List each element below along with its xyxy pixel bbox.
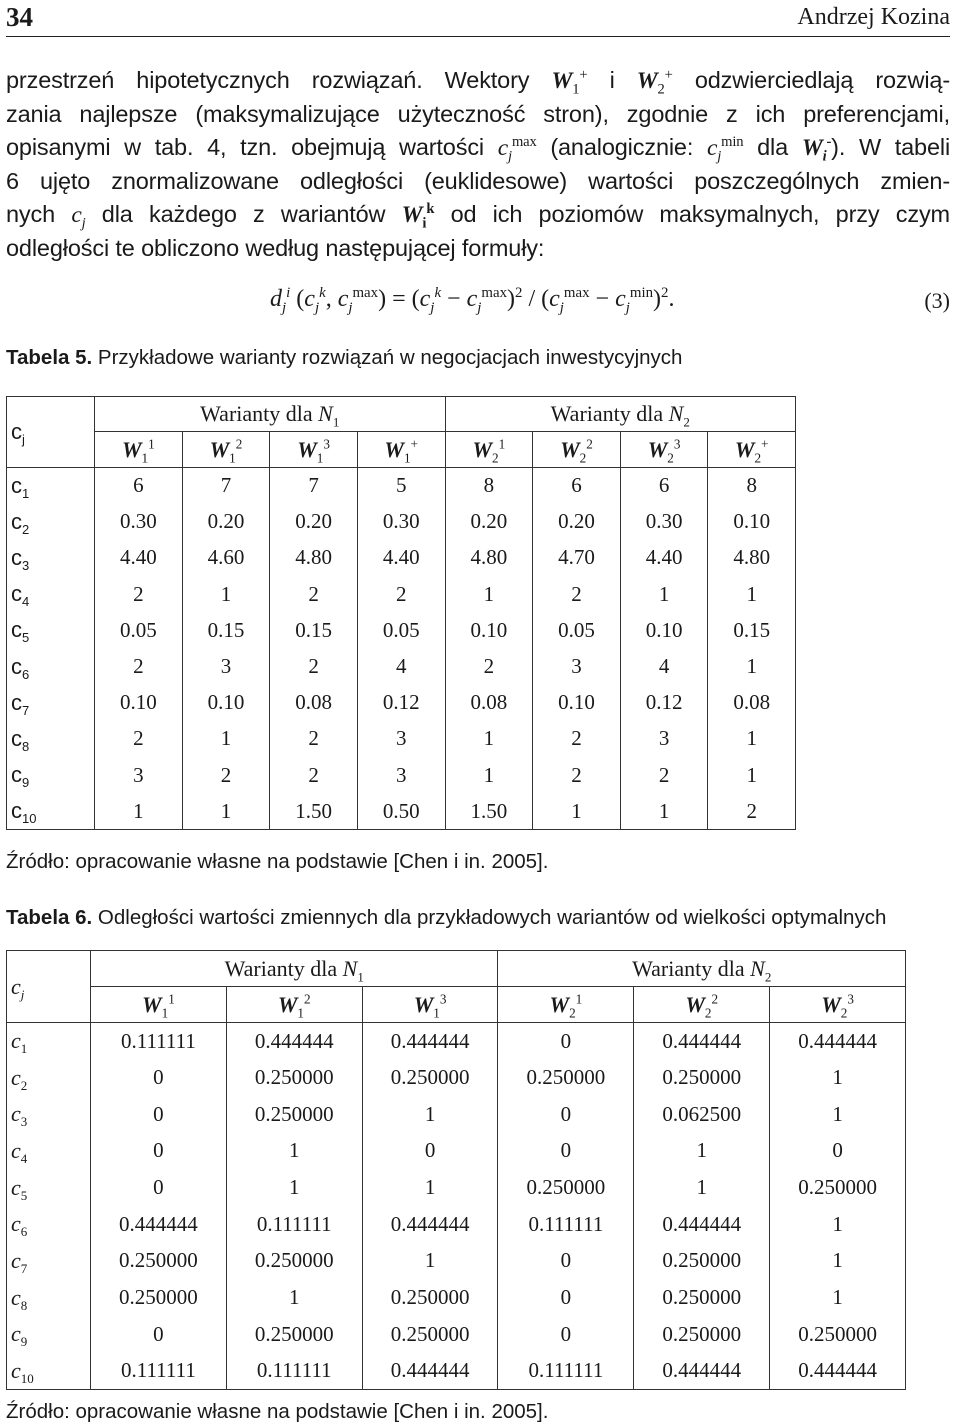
row-label: $c_2$ [7, 1059, 91, 1096]
table6-col-header-5: $W_2^2$ [634, 987, 770, 1023]
table-cell: 4 [357, 648, 445, 684]
table-cell: 4.40 [357, 540, 445, 576]
table-cell: 0.10 [620, 612, 708, 648]
equation-expression: $d_j^i$ ($c_j^k$, $c_j^{max}) = (c_j^k - c_j^{max})^2 / (c_j^{max} - c_j^{min})^2$. [270, 285, 675, 316]
table-cell: 1 [362, 1243, 498, 1280]
table-cell: 1 [620, 793, 708, 829]
paragraph-line-1: przestrzeń hipotetycznych rozwiązań. Wektory $W_1^+$ i $W_2^+$ odzwierciedlają rozwią- [6, 67, 950, 98]
table-cell: 0.50 [357, 793, 445, 829]
table5-caption: Tabela 5. Przykładowe warianty rozwiązań w negocjacjach inwestycyjnych [6, 346, 683, 369]
table5-col-header-2: $W_1^2$ [182, 432, 270, 468]
table-cell: 7 [270, 468, 358, 504]
table-cell: 3 [533, 648, 621, 684]
table-cell: 2 [533, 757, 621, 793]
table-cell: 0 [498, 1279, 634, 1316]
symbol-cj: $c_j$ [71, 202, 86, 232]
table-cell: 0.111111 [226, 1206, 362, 1243]
table-cell: 0.250000 [226, 1243, 362, 1280]
table-cell: 2 [270, 648, 358, 684]
table-row [7, 576, 796, 612]
table-row [7, 1059, 906, 1096]
table-cell: 6 [620, 468, 708, 504]
table-cell: 0.30 [357, 504, 445, 540]
table-row [7, 1206, 906, 1243]
vector-w2-plus: $W_2^+$ [636, 67, 673, 98]
table-cell: 0.111111 [226, 1353, 362, 1390]
table-cell: 1 [770, 1206, 906, 1243]
table-cell: 0 [498, 1133, 634, 1170]
table-cell: 0.250000 [226, 1059, 362, 1096]
table-cell: 0.111111 [498, 1206, 634, 1243]
table-cell: 2 [445, 648, 533, 684]
table-cell: 4.80 [708, 540, 796, 576]
table-cell: 2 [533, 721, 621, 757]
table-cell: 0 [498, 1096, 634, 1133]
table-cell: 1 [445, 721, 533, 757]
row-label: $c_8$ [7, 1279, 91, 1316]
table-cell: 4.80 [270, 540, 358, 576]
table6-col-header-1: $W_1^1$ [91, 987, 227, 1023]
table-cell: 0.444444 [91, 1206, 227, 1243]
row-label: $c_5$ [7, 1169, 91, 1206]
table-cell: 0.250000 [634, 1279, 770, 1316]
table-row [7, 1279, 906, 1316]
table-row [7, 504, 796, 540]
paragraph-line-2: zania najlepsze (maksymalizujące użyteczność stron), zgodnie z ich preferencjami, [6, 101, 950, 127]
table-cell: 0 [91, 1059, 227, 1096]
table-cell: 1.50 [270, 793, 358, 829]
table-cell: 0.250000 [362, 1059, 498, 1096]
paragraph-line-4: 6 ujęto znormalizowane odległości (euklidesowe) wartości poszczególnych zmien- [6, 168, 950, 194]
symbol-cj-min: $c_j^{min}$ [706, 134, 744, 165]
table-row [7, 1353, 906, 1390]
table-cell: 0 [498, 1023, 634, 1060]
table-row [7, 685, 796, 721]
row-label: $c_7$ [7, 1243, 91, 1280]
table-cell: 7 [182, 468, 270, 504]
table-cell: 1 [708, 576, 796, 612]
row-label: $c_3$ [7, 540, 95, 576]
table-cell: 0.20 [445, 504, 533, 540]
table-cell: 0.444444 [226, 1023, 362, 1060]
table-cell: 2 [270, 721, 358, 757]
table-cell: 0.250000 [634, 1316, 770, 1353]
table-cell: 0 [498, 1316, 634, 1353]
table-cell: 3 [182, 648, 270, 684]
table-cell: 0.10 [95, 685, 183, 721]
table-cell: 4.80 [445, 540, 533, 576]
table-cell: 0 [770, 1133, 906, 1170]
table-row [7, 1169, 906, 1206]
table-cell: 3 [95, 757, 183, 793]
row-label: $c_5$ [7, 612, 95, 648]
table-cell: 1 [770, 1243, 906, 1280]
table-cell: 4.70 [533, 540, 621, 576]
table6-col-header-6: $W_2^3$ [770, 987, 906, 1023]
table5-group1-header: Warianty dla $N_1$ [95, 397, 446, 432]
table6-caption: Tabela 6. Odległości wartości zmiennych dla przykładowych wariantów od wielkości optymalnych [6, 906, 887, 929]
table-row [7, 1096, 906, 1133]
row-label: $c_2$ [7, 504, 95, 540]
table-row [7, 612, 796, 648]
table-cell: 1.50 [445, 793, 533, 829]
row-label: $c_7$ [7, 685, 95, 721]
table-cell: 2 [182, 757, 270, 793]
table-cell: 1 [770, 1059, 906, 1096]
table5 [6, 396, 796, 830]
table-cell: 0.444444 [770, 1023, 906, 1060]
table-cell: 1 [445, 576, 533, 612]
table-cell: 2 [620, 757, 708, 793]
table-cell: 2 [708, 793, 796, 829]
table5-source: Źródło: opracowanie własne na podstawie [Chen i in. 2005]. [6, 850, 549, 873]
table-cell: 1 [182, 793, 270, 829]
table5-col-header-8: $W_2^+$ [708, 432, 796, 468]
table6-col-header-4: $W_2^1$ [498, 987, 634, 1023]
table-cell: 0.250000 [634, 1059, 770, 1096]
table6 [6, 950, 906, 1390]
table-cell: 6 [533, 468, 621, 504]
paragraph-line-6: odległości te obliczono według następującej formuły: [6, 235, 545, 261]
table-cell: 2 [95, 721, 183, 757]
table-cell: 3 [357, 721, 445, 757]
row-label: $c_9$ [7, 1316, 91, 1353]
table-cell: 0.05 [357, 612, 445, 648]
table6-rowheader: $c_j$ [7, 951, 91, 1023]
table-cell: 2 [95, 576, 183, 612]
table-row [7, 793, 796, 829]
row-label: $c_9$ [7, 757, 95, 793]
table-cell: 0 [91, 1169, 227, 1206]
row-label: $c_6$ [7, 1206, 91, 1243]
table-cell: 0.10 [445, 612, 533, 648]
table-cell: 1 [226, 1133, 362, 1170]
row-label: $c_4$ [7, 1133, 91, 1170]
table-cell: 6 [95, 468, 183, 504]
table6-col-header-3: $W_1^3$ [362, 987, 498, 1023]
table-cell: 0.05 [95, 612, 183, 648]
symbol-cj-max: $c_j^{max}$ [497, 134, 537, 165]
table-cell: 0.250000 [91, 1279, 227, 1316]
table-cell: 0 [362, 1133, 498, 1170]
table-cell: 0.15 [708, 612, 796, 648]
table-cell: 2 [533, 576, 621, 612]
table6-group1-header: Warianty dla $N_1$ [91, 951, 498, 987]
table-cell: 0.250000 [770, 1169, 906, 1206]
page-header [6, 0, 950, 37]
row-label: $c_1$ [7, 1023, 91, 1060]
table5-col-header-7: $W_2^3$ [620, 432, 708, 468]
table-cell: 2 [357, 576, 445, 612]
row-label: $c_6$ [7, 648, 95, 684]
table-cell: 0.444444 [770, 1353, 906, 1390]
table-row [7, 1243, 906, 1280]
table-cell: 0.444444 [634, 1023, 770, 1060]
table5-col-header-6: $W_2^2$ [533, 432, 621, 468]
table-cell: 0 [91, 1316, 227, 1353]
table-cell: 1 [634, 1133, 770, 1170]
table-cell: 0.10 [708, 504, 796, 540]
table-cell: 1 [620, 576, 708, 612]
table-cell: 0.444444 [362, 1023, 498, 1060]
table-cell: 0.250000 [226, 1316, 362, 1353]
table-cell: 0.10 [182, 685, 270, 721]
table-cell: 0.20 [182, 504, 270, 540]
table-cell: 0.111111 [91, 1353, 227, 1390]
table-cell: 1 [708, 757, 796, 793]
table-cell: 0.111111 [498, 1353, 634, 1390]
table-cell: 0.20 [533, 504, 621, 540]
vector-w1-plus: $W_1^+$ [551, 67, 588, 98]
table-cell: 1 [226, 1169, 362, 1206]
table5-col-header-3: $W_1^3$ [270, 432, 358, 468]
symbol-wi-minus: $W_i^-$ [801, 134, 832, 165]
table-cell: 0.05 [533, 612, 621, 648]
table-cell: 0.15 [182, 612, 270, 648]
table-row [7, 1133, 906, 1170]
table5-col-header-5: $W_2^1$ [445, 432, 533, 468]
table-cell: 8 [445, 468, 533, 504]
table-row [7, 468, 796, 504]
paragraph-line-3: opisanymi w tab. 4, tzn. obejmują wartości $c_j^{max}$ (analogicznie: $c_j^{min}$ dla $W_i^-$). W tabeli [6, 134, 950, 165]
table-row [7, 648, 796, 684]
table-cell: 0.10 [533, 685, 621, 721]
table-cell: 0.444444 [634, 1206, 770, 1243]
table-cell: 1 [182, 721, 270, 757]
table-cell: 0.12 [357, 685, 445, 721]
table-cell: 4 [620, 648, 708, 684]
equation-number: (3) [924, 288, 950, 313]
table6-group2-header: Warianty dla $N_2$ [498, 951, 906, 987]
table-cell: 0.111111 [91, 1023, 227, 1060]
table-cell: 0.30 [95, 504, 183, 540]
table-cell: 0.20 [270, 504, 358, 540]
table-row [7, 721, 796, 757]
table-cell: 1 [362, 1096, 498, 1133]
table-cell: 4.40 [95, 540, 183, 576]
table-cell: 0.250000 [498, 1169, 634, 1206]
table-cell: 1 [634, 1169, 770, 1206]
table-cell: 1 [770, 1279, 906, 1316]
table-cell: 1 [445, 757, 533, 793]
table-cell: 2 [95, 648, 183, 684]
table-row [7, 1023, 906, 1060]
row-label: $c_{10}$ [7, 793, 95, 829]
table-row [7, 540, 796, 576]
table-cell: 0.250000 [362, 1279, 498, 1316]
table-cell: 0.062500 [634, 1096, 770, 1133]
table-cell: 1 [362, 1169, 498, 1206]
row-label: $c_1$ [7, 468, 95, 504]
table-cell: 0.08 [270, 685, 358, 721]
table-cell: 1 [708, 721, 796, 757]
table-cell: 0.250000 [226, 1096, 362, 1133]
table-cell: 1 [770, 1096, 906, 1133]
table-cell: 0.250000 [498, 1059, 634, 1096]
table-cell: 1 [226, 1279, 362, 1316]
table-cell: 0.250000 [362, 1316, 498, 1353]
table-cell: 0 [498, 1243, 634, 1280]
table-cell: 1 [95, 793, 183, 829]
table-cell: 4.60 [182, 540, 270, 576]
equation-3 [270, 280, 950, 330]
table-cell: 3 [620, 721, 708, 757]
table-cell: 2 [270, 757, 358, 793]
table-cell: 1 [708, 648, 796, 684]
table-cell: 0.250000 [770, 1316, 906, 1353]
row-label: $c_{10}$ [7, 1353, 91, 1390]
symbol-wik: $W_i^k$ [401, 201, 435, 232]
table-cell: 2 [270, 576, 358, 612]
table-cell: 8 [708, 468, 796, 504]
table6-col-header-2: $W_1^2$ [226, 987, 362, 1023]
body-paragraph [6, 64, 950, 265]
page-number: 34 [6, 2, 33, 32]
table-cell: 0.250000 [634, 1243, 770, 1280]
table5-col-header-4: $W_1^+$ [357, 432, 445, 468]
row-label: $c_8$ [7, 721, 95, 757]
table-row [7, 757, 796, 793]
table-cell: 0.250000 [91, 1243, 227, 1280]
table-cell: 0.30 [620, 504, 708, 540]
table-cell: 1 [533, 793, 621, 829]
table5-group2-header: Warianty dla $N_2$ [445, 397, 796, 432]
table-cell: 0.444444 [362, 1353, 498, 1390]
table-cell: 0 [91, 1096, 227, 1133]
table-cell: 0.15 [270, 612, 358, 648]
table-cell: 3 [357, 757, 445, 793]
table-cell: 4.40 [620, 540, 708, 576]
table-row [7, 1316, 906, 1353]
table-cell: 0.444444 [634, 1353, 770, 1390]
table-cell: 0.08 [708, 685, 796, 721]
table-cell: 0.08 [445, 685, 533, 721]
table-cell: 0.12 [620, 685, 708, 721]
table5-rowheader: $c_j$ [7, 397, 95, 468]
row-label: $c_4$ [7, 576, 95, 612]
table-cell: 0.444444 [362, 1206, 498, 1243]
row-label: $c_3$ [7, 1096, 91, 1133]
table5-col-header-1: $W_1^1$ [95, 432, 183, 468]
paragraph-line-5: nych $c_j$ dla każdego z wariantów $W_i^k$ od ich poziomów maksymalnych, przy czym [6, 201, 950, 232]
table-cell: 5 [357, 468, 445, 504]
table-cell: 1 [182, 576, 270, 612]
table-cell: 0 [91, 1133, 227, 1170]
running-head-author: Andrzej Kozina [797, 4, 950, 30]
table6-source: Źródło: opracowanie własne na podstawie [Chen i in. 2005]. [6, 1400, 549, 1423]
